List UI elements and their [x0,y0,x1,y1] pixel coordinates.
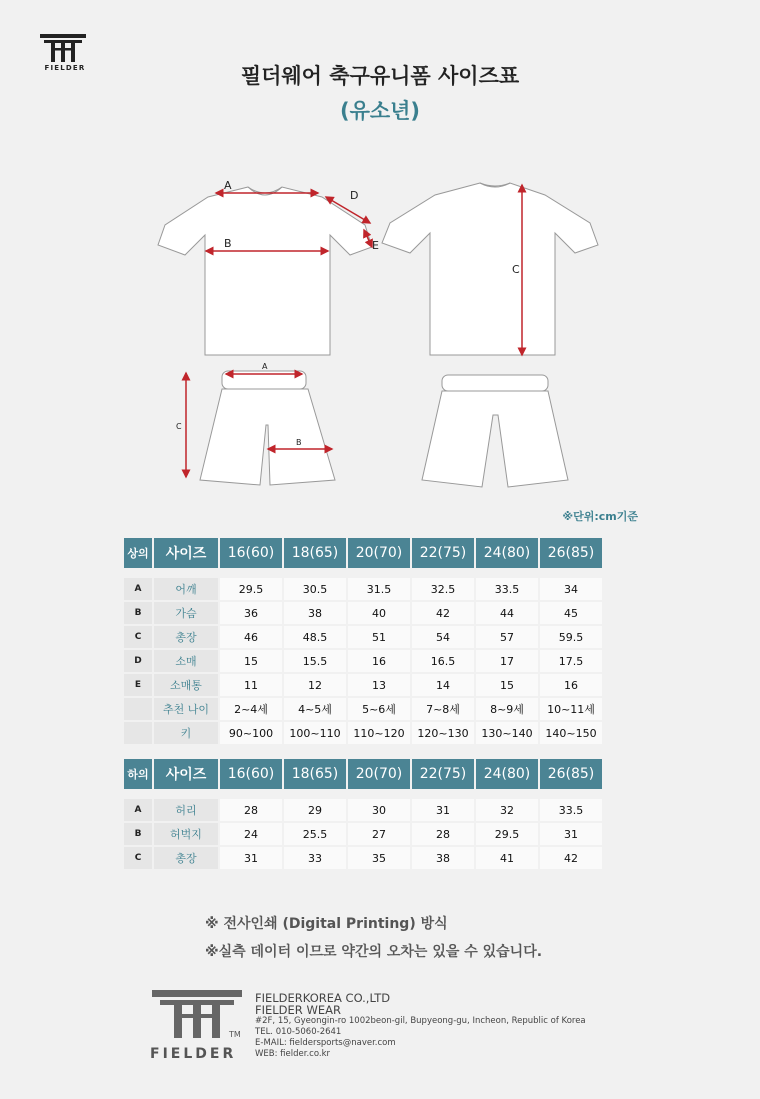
size-col: 22(75) [412,538,474,568]
cell: 36 [220,602,282,624]
cell: 45 [540,602,602,624]
cell: 44 [476,602,538,624]
cell: 28 [220,799,282,821]
cell: 13 [348,674,410,696]
row-code: C [124,626,152,648]
label-shorts-a: A [262,362,268,371]
cell: 42 [412,602,474,624]
cell: 31 [540,823,602,845]
uniform-illustration [150,175,610,495]
table-row [124,650,602,672]
row-code [124,722,152,744]
cell: 130~140 [476,722,538,744]
cell: 14 [412,674,474,696]
cell: 16.5 [412,650,474,672]
shorts-front [200,371,335,485]
table-row [124,722,602,744]
cell: 110~120 [348,722,410,744]
spacer-row [124,791,602,797]
size-col: 20(70) [348,759,410,789]
size-col: 26(85) [540,538,602,568]
cell: 31 [220,847,282,869]
cell: 38 [284,602,346,624]
table-row [124,799,602,821]
label-b: B [224,237,232,250]
cell: 25.5 [284,823,346,845]
size-col: 20(70) [348,538,410,568]
cell: 31.5 [348,578,410,600]
cell: 15.5 [284,650,346,672]
section-label: 상의 [124,538,152,568]
cell: 4~5세 [284,698,346,720]
page-title: 필더웨어 축구유니폼 사이즈표 [240,64,520,88]
company-email: E-MAIL: fieldersports@naver.com [255,1038,396,1048]
trademark: TM [229,1030,241,1039]
table-row [124,823,602,845]
cell: 30.5 [284,578,346,600]
cell: 90~100 [220,722,282,744]
cell: 34 [540,578,602,600]
note-printing: ※ 전사인쇄 (Digital Printing) 방식 [205,916,448,932]
cell: 29.5 [476,823,538,845]
cell: 15 [220,650,282,672]
page-subtitle: (유소년) [339,99,421,123]
cell: 12 [284,674,346,696]
label-c: C [512,263,520,276]
cell: 41 [476,847,538,869]
size-col: 18(65) [284,538,346,568]
row-name: 가슴 [154,602,218,624]
cell: 5~6세 [348,698,410,720]
cell: 17 [476,650,538,672]
size-col: 24(80) [476,538,538,568]
label-shorts-b: B [296,438,302,447]
cell: 2~4세 [220,698,282,720]
shirt-front [158,187,372,355]
company-address: #2F, 15, Gyeongin-ro 1002beon-gil, Bupyeong-gu, Incheon, Republic of Korea [255,1016,586,1026]
cell: 11 [220,674,282,696]
row-code: E [124,674,152,696]
row-name: 허벅지 [154,823,218,845]
cell: 51 [348,626,410,648]
cell: 59.5 [540,626,602,648]
cell: 24 [220,823,282,845]
row-code [124,698,152,720]
shirt-back [382,183,598,355]
table-row [124,602,602,624]
cell: 48.5 [284,626,346,648]
cell: 38 [412,847,474,869]
row-code: B [124,823,152,845]
spacer-row [124,570,602,576]
company-web: WEB: fielder.co.kr [255,1049,331,1059]
bottom-size-table [122,757,604,871]
footer-brand: FIELDER [150,1046,237,1062]
cell: 33 [284,847,346,869]
row-name: 소매통 [154,674,218,696]
cell: 33.5 [476,578,538,600]
row-name: 키 [154,722,218,744]
table-row [124,674,602,696]
row-code: B [124,602,152,624]
section-label: 하의 [124,759,152,789]
label-d: D [350,189,359,202]
unit-note: ※단위:cm기준 [562,510,638,523]
row-code: A [124,578,152,600]
company-tel: TEL. 010-5060-2641 [255,1027,342,1037]
cell: 46 [220,626,282,648]
cell: 57 [476,626,538,648]
size-col: 18(65) [284,759,346,789]
cell: 16 [540,674,602,696]
size-col: 16(60) [220,538,282,568]
table-row [124,698,602,720]
table-row [124,626,602,648]
row-name: 총장 [154,626,218,648]
cell: 16 [348,650,410,672]
size-col: 16(60) [220,759,282,789]
cell: 40 [348,602,410,624]
cell: 35 [348,847,410,869]
cell: 8~9세 [476,698,538,720]
row-code: C [124,847,152,869]
row-name: 추천 나이 [154,698,218,720]
cell: 42 [540,847,602,869]
table-header-row [124,538,602,568]
cell: 32.5 [412,578,474,600]
table-row [124,578,602,600]
table-header-row [124,759,602,789]
row-name: 어깨 [154,578,218,600]
cell: 28 [412,823,474,845]
row-code: D [124,650,152,672]
cell: 30 [348,799,410,821]
cell: 29 [284,799,346,821]
size-col: 22(75) [412,759,474,789]
cell: 31 [412,799,474,821]
cell: 100~110 [284,722,346,744]
label-shorts-c: C [176,422,182,431]
cell: 17.5 [540,650,602,672]
label-a: A [224,179,232,192]
note-measurement: ※실측 데이터 이므로 약간의 오차는 있을 수 있습니다. [205,944,543,960]
top-size-table [122,536,604,746]
cell: 33.5 [540,799,602,821]
cell: 32 [476,799,538,821]
brand-name: FIELDER [44,64,86,72]
row-name: 총장 [154,847,218,869]
company-name-2: FIELDER WEAR [255,1003,341,1017]
label-e: E [372,239,379,252]
row-name: 소매 [154,650,218,672]
cell: 140~150 [540,722,602,744]
row-name: 허리 [154,799,218,821]
size-header: 사이즈 [154,759,218,789]
table-row [124,847,602,869]
cell: 120~130 [412,722,474,744]
size-col: 26(85) [540,759,602,789]
size-col: 24(80) [476,759,538,789]
cell: 27 [348,823,410,845]
cell: 10~11세 [540,698,602,720]
cell: 15 [476,674,538,696]
size-header: 사이즈 [154,538,218,568]
shorts-back [422,375,568,487]
company-info [255,992,586,1060]
company-name: FIELDERKOREA CO.,LTD [255,991,391,1005]
cell: 7~8세 [412,698,474,720]
cell: 29.5 [220,578,282,600]
row-code: A [124,799,152,821]
cell: 54 [412,626,474,648]
